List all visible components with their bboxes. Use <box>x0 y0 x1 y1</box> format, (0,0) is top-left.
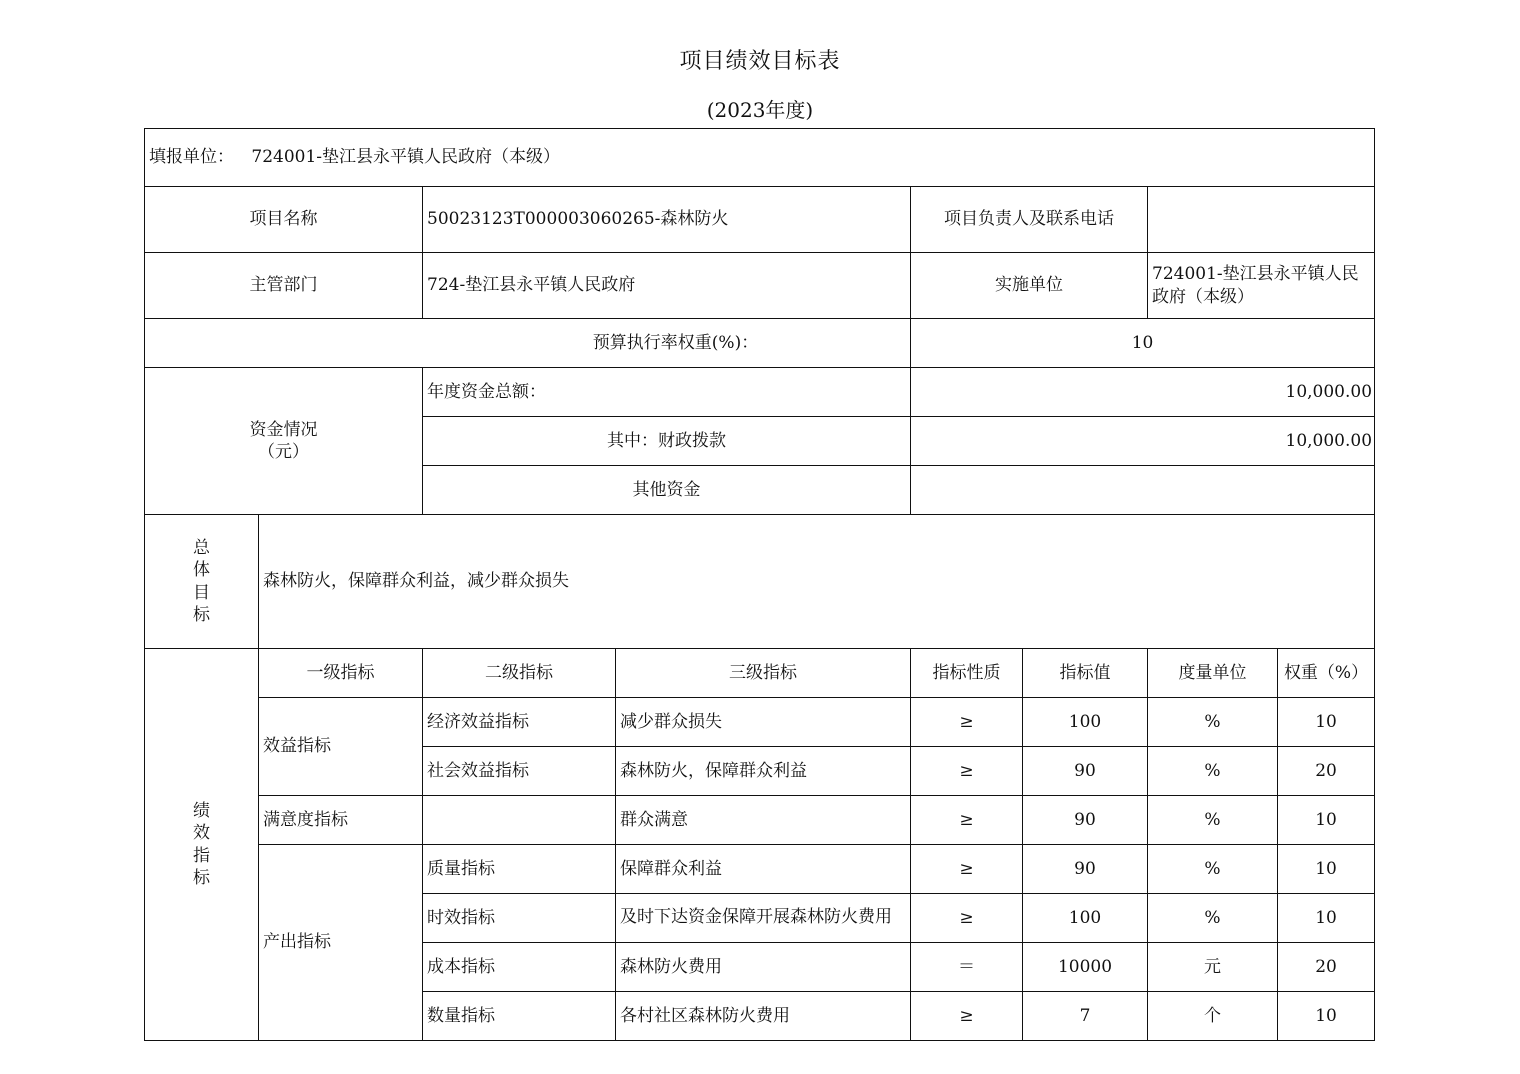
row-level3: 及时下达资金保障开展森林防火费用 <box>616 894 911 943</box>
funds-other-value <box>911 466 1375 515</box>
funds-label <box>145 368 423 515</box>
performance-table <box>144 128 1375 1041</box>
indicator-header-row <box>145 649 1375 698</box>
row-level3: 各村社区森林防火费用 <box>616 992 911 1041</box>
row-unit: % <box>1148 747 1278 796</box>
row-unit: % <box>1148 845 1278 894</box>
budget-rate-row <box>145 319 1375 368</box>
overall-goal-row <box>145 515 1375 649</box>
page-subtitle: (2023年度) <box>706 98 814 122</box>
reporting-unit-label: 填报单位： <box>149 147 234 168</box>
row-level2: 经济效益指标 <box>423 698 616 747</box>
row-level2: 数量指标 <box>423 992 616 1041</box>
row-level2: 时效指标 <box>423 894 616 943</box>
overall-goal-text: 森林防火，保障群众利益，减少群众损失 <box>259 515 1375 649</box>
table-row <box>145 796 1375 845</box>
reporting-unit-row <box>145 129 1375 187</box>
row-nature: ≥ <box>911 747 1023 796</box>
header-value: 指标值 <box>1023 649 1148 698</box>
row-level3: 森林防火，保障群众利益 <box>616 747 911 796</box>
row-level2: 成本指标 <box>423 943 616 992</box>
header-unit: 度量单位 <box>1148 649 1278 698</box>
funds-total-row <box>145 368 1375 417</box>
row-value: 10000 <box>1023 943 1148 992</box>
row-nature: ≥ <box>911 698 1023 747</box>
funds-total-label: 年度资金总额： <box>423 368 911 417</box>
row-value: 90 <box>1023 845 1148 894</box>
row-unit: 元 <box>1148 943 1278 992</box>
indicators-label: 绩 效 指 标 <box>145 649 259 1041</box>
row-weight: 10 <box>1278 698 1375 747</box>
table-row <box>145 845 1375 894</box>
row-level2: 社会效益指标 <box>423 747 616 796</box>
row-weight: 20 <box>1278 747 1375 796</box>
funds-other-label: 其他资金 <box>423 466 911 515</box>
funds-total-value: 10,000.00 <box>911 368 1375 417</box>
row-level2 <box>423 796 616 845</box>
row-nature: ≥ <box>911 992 1023 1041</box>
row-unit: % <box>1148 796 1278 845</box>
header-level1: 一级指标 <box>259 649 423 698</box>
implementing-unit-value: 724001-垫江县永平镇人民政府（本级） <box>1148 253 1375 319</box>
row-weight: 20 <box>1278 943 1375 992</box>
row-value: 100 <box>1023 698 1148 747</box>
row-unit: % <box>1148 698 1278 747</box>
header-level2: 二级指标 <box>423 649 616 698</box>
row-value: 90 <box>1023 747 1148 796</box>
row-level3: 保障群众利益 <box>616 845 911 894</box>
department-row <box>145 253 1375 319</box>
group-satisfaction: 满意度指标 <box>259 796 423 845</box>
row-value: 100 <box>1023 894 1148 943</box>
row-weight: 10 <box>1278 894 1375 943</box>
row-level3: 减少群众损失 <box>616 698 911 747</box>
header-nature: 指标性质 <box>911 649 1023 698</box>
row-nature: ≥ <box>911 894 1023 943</box>
project-contact-value <box>1148 187 1375 253</box>
row-nature: ≥ <box>911 845 1023 894</box>
project-contact-label: 项目负责人及联系电话 <box>911 187 1148 253</box>
row-nature: ＝ <box>911 943 1023 992</box>
row-unit: % <box>1148 894 1278 943</box>
row-weight: 10 <box>1278 845 1375 894</box>
table-row <box>145 698 1375 747</box>
project-name-label: 项目名称 <box>145 187 423 253</box>
implementing-unit-label: 实施单位 <box>911 253 1148 319</box>
overall-goal-label: 总 体 目 标 <box>145 515 259 649</box>
page-title: 项目绩效目标表 <box>679 49 841 74</box>
funds-fiscal-label: 其中：财政拨款 <box>423 417 911 466</box>
header-weight: 权重（%） <box>1278 649 1375 698</box>
row-value: 90 <box>1023 796 1148 845</box>
funds-label-line1: 资金情况 <box>249 419 318 440</box>
funds-fiscal-value: 10,000.00 <box>911 417 1375 466</box>
row-level3: 群众满意 <box>616 796 911 845</box>
project-name-row <box>145 187 1375 253</box>
department-label: 主管部门 <box>145 253 423 319</box>
row-unit: 个 <box>1148 992 1278 1041</box>
reporting-unit-value: 724001-垫江县永平镇人民政府（本级） <box>251 147 561 168</box>
group-benefit: 效益指标 <box>259 698 423 796</box>
row-weight: 10 <box>1278 796 1375 845</box>
row-level2: 质量指标 <box>423 845 616 894</box>
budget-rate-value: 10 <box>911 319 1375 368</box>
group-output: 产出指标 <box>259 845 423 1041</box>
row-nature: ≥ <box>911 796 1023 845</box>
project-name-value: 50023123T000003060265-森林防火 <box>423 187 911 253</box>
budget-rate-label: 预算执行率权重(%)： <box>145 319 911 368</box>
row-level3: 森林防火费用 <box>616 943 911 992</box>
row-weight: 10 <box>1278 992 1375 1041</box>
header-level3: 三级指标 <box>616 649 911 698</box>
funds-label-line2: （元） <box>258 442 309 462</box>
department-value: 724-垫江县永平镇人民政府 <box>423 253 911 319</box>
reporting-unit-cell <box>145 129 1375 187</box>
row-value: 7 <box>1023 992 1148 1041</box>
